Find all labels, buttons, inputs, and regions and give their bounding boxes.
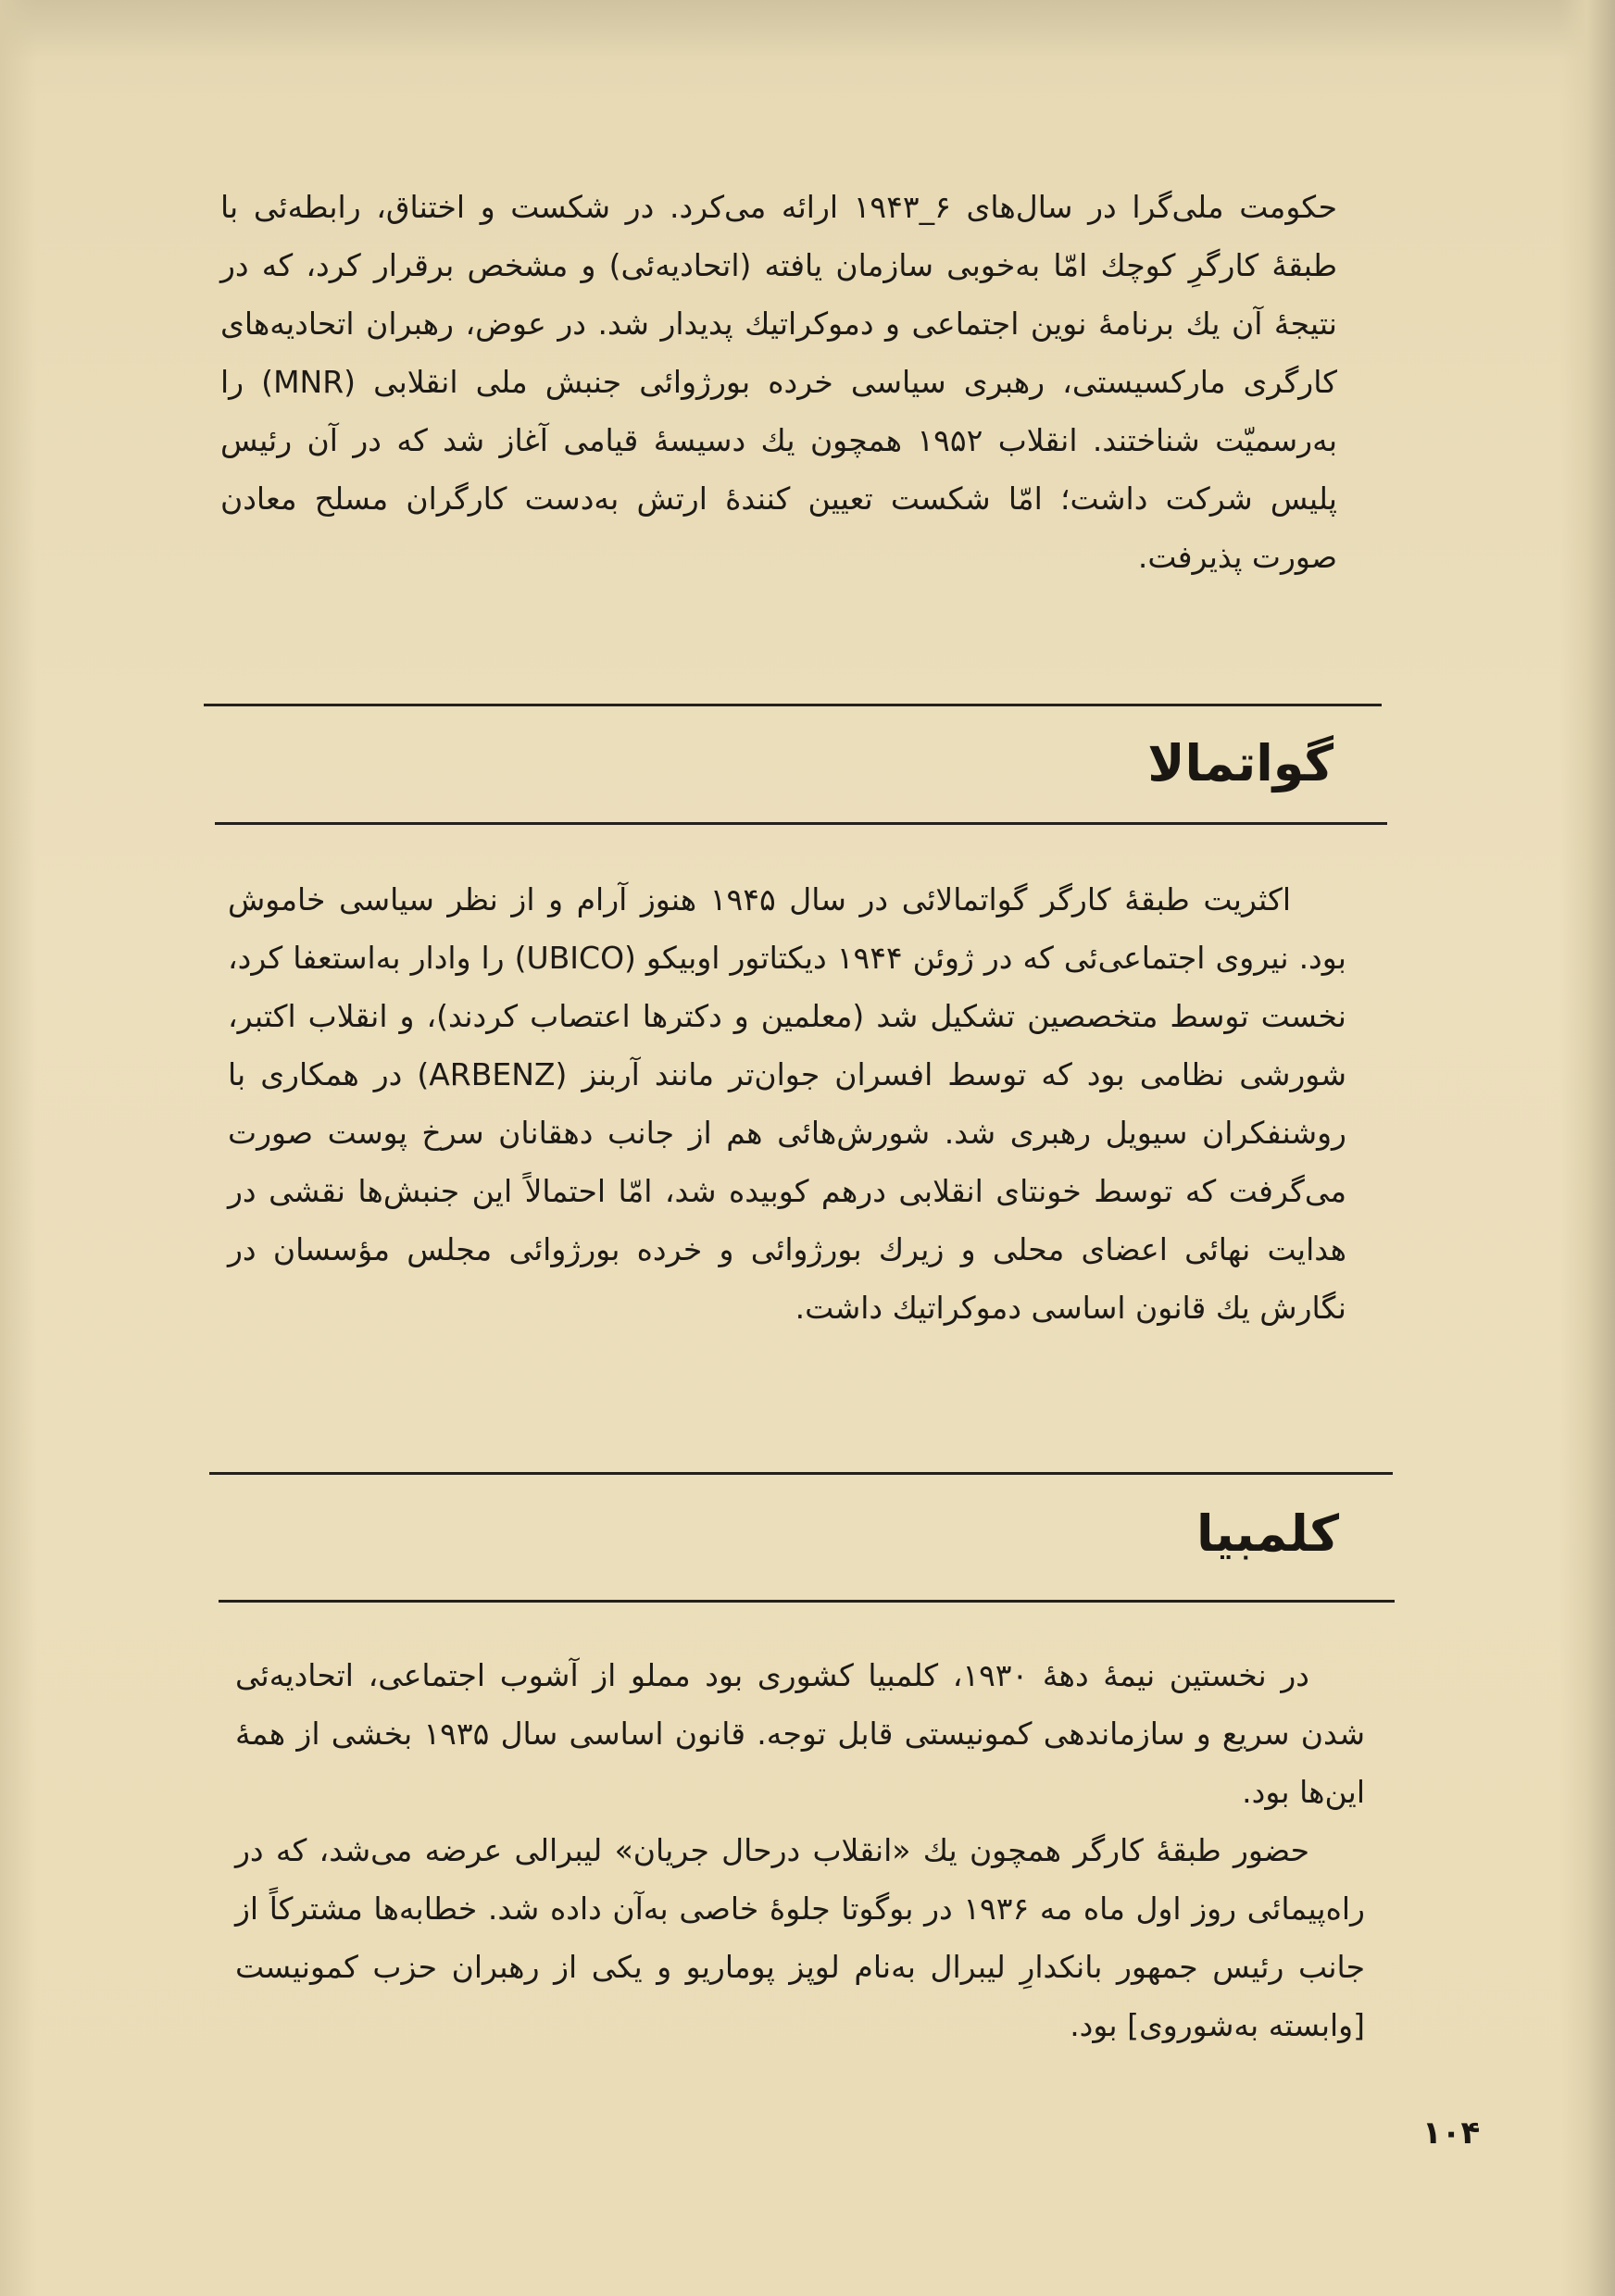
section-heading-colombia: کلمبیا [1196, 1504, 1339, 1563]
section-divider-top [204, 704, 1382, 706]
section-divider-bottom [219, 1600, 1395, 1603]
colombia-paragraph: در نخستین نیمهٔ دههٔ ۱۹۳۰، کلمبیا کشوری بود مملو از آشوب اجتماعی، اتحادیه‌ئی شدن سریع و سازماندهی کمونیستی قابل توجه. قانون اساسی سال ۱۹۳۵ بخشی از همهٔ این‌ها بود. [235, 1657, 1365, 1810]
colombia-paragraph: حضور طبقهٔ کارگر همچون یك «انقلاب درحال جریان» لیبرالی عرضه می‌شد، که در راه‌پیمائی روز اول ماه مه ۱۹۳۶ در بوگوتا جلوهٔ خاصی به‌آن داده شد. خطابه‌ها مشترکاً از جانب رئیس جمهور بانکدارِ لیبرال به‌نام لوپز پوماریو و یکی از رهبران حزب کمونیست [وابسته به‌شوروی] بود. [235, 1832, 1365, 2043]
guatemala-paragraph: اکثریت طبقهٔ کارگر گواتمالائی در سال ۱۹۴۵ هنوز آرام و از نظر سیاسی خاموش بود. نیروی اجتماعی‌ئی که در ژوئن ۱۹۴۴ دیکتاتور اوبیکو (UBICO) را وادار به‌استعفا کرد، نخست توسط متخصصین تشکیل شد (معلمین و دکترها اعتصاب کردند)، و انقلاب اکتبر، شورشی نظامی بود که توسط افسران جوان‌تر مانند آربنز (ARBENZ) در همکاری با روشنفکران سیویل رهبری شد. شورش‌هائی هم از جانب دهقانان سرخ پوست صورت می‌گرفت که توسط خونتای انقلابی درهم کوبیده شد، امّا احتمالاً این جنبش‌ها نقشی در هدایت نهائی اعضای محلی و زیرك بورژوائی و خرده بورژوائی مجلس مؤسسان در نگارش یك قانون اساسی دموکراتیك داشت. [228, 881, 1346, 1326]
section-divider-bottom [215, 822, 1387, 825]
section-heading-guatemala: گواتمالا [1147, 734, 1333, 792]
page-top-edge [0, 0, 1615, 102]
colombia-text [235, 1646, 1365, 2054]
intro-paragraph: حکومت ملی‌گرا در سال‌های ۶_۱۹۴۳ ارائه می‌کرد. در شکست و اختناق، رابطه‌ئی با طبقهٔ کارگرِ کوچك امّا به‌خوبی سازمان یافته (اتحادیه‌ئی) و مشخص برقرار کرد، که در نتیجهٔ آن یك برنامهٔ نوین اجتماعی و دموکراتیك پدیدار شد. در عوض، رهبران اتحادیه‌های کارگری مارکسیستی، رهبری سیاسی خرده بورژوائی جنبش ملی انقلابی (MNR) را به‌رسمیّت شناختند. انقلاب ۱۹۵۲ همچون یك دسیسهٔ قیامی آغاز شد که در آن رئیس پلیس شرکت داشت؛ امّا شکست تعیین کنندهٔ ارتش به‌دست کارگران مسلح معادن صورت پذیرفت. [220, 189, 1338, 575]
page-number: ۱۰۴ [1422, 2115, 1481, 2152]
page-left-edge [0, 0, 37, 2296]
section-divider-top [209, 1472, 1393, 1475]
intro-text [220, 178, 1337, 586]
guatemala-text [228, 870, 1346, 1337]
page-right-edge [1559, 0, 1615, 2296]
